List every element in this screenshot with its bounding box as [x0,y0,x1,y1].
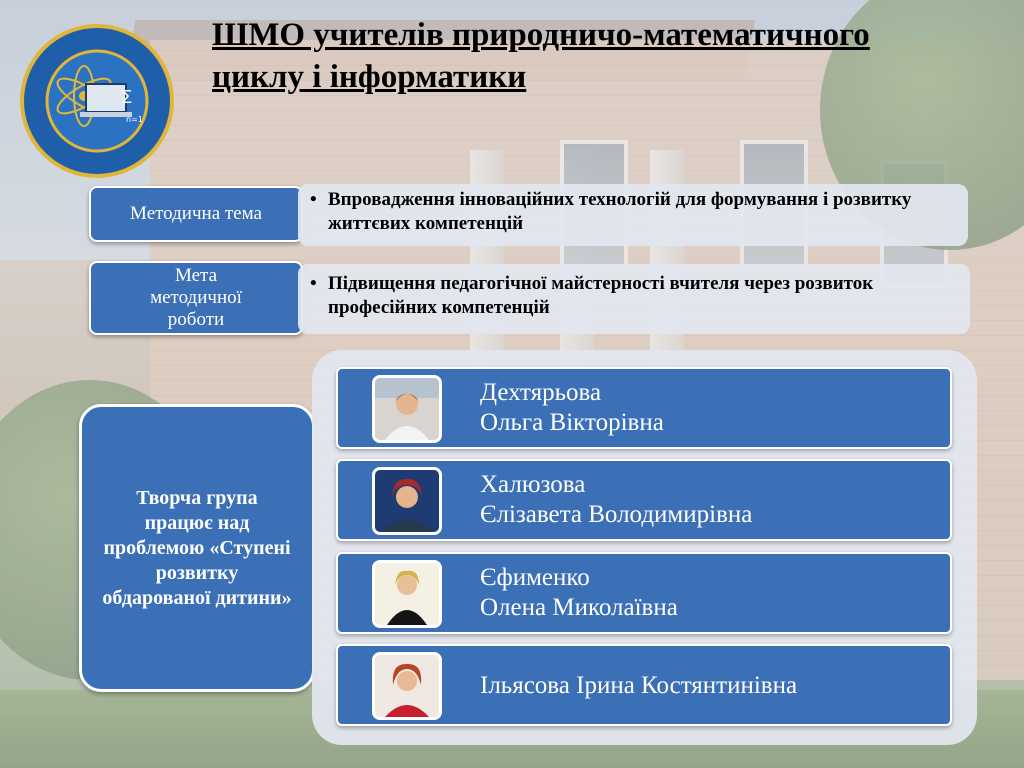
work-goal-text: Підвищення педагогічної майстерності вчителя через розвиток професійних компетенцій [328,273,874,318]
methodical-topic-label: Методична тема [89,186,303,242]
bullet-icon: • [310,273,317,294]
bullet-icon: • [310,189,317,210]
member-given-name: Ольга Вікторівна [480,409,664,436]
member-photo [372,467,442,535]
work-goal-label-line: методичної [150,287,242,308]
member-name [480,563,678,623]
member-name [480,671,797,701]
work-goal-label [89,261,303,335]
member-photo [372,560,442,628]
member-card [336,552,952,634]
member-card [336,367,952,449]
member-surname: Дехтярьова [480,379,602,406]
member-surname: Халюзова [480,471,586,498]
member-photo [372,652,442,720]
logo-formula: n=1 [126,115,143,124]
member-surname: Єфименко [480,564,590,591]
member-name [480,470,752,530]
work-goal-label-line: Мета [174,265,218,286]
member-full-name: Ільясова Ірина Костянтинівна [480,672,798,699]
svg-text:Σ: Σ [121,87,133,108]
creative-group-box [79,404,315,692]
member-card [336,644,952,726]
school-logo [20,24,174,178]
methodical-topic-text: Впровадження інноваційних технологій для формування і розвитку життєвих компетенцій [328,189,912,234]
member-card [336,459,952,541]
page-title: ШМО учителів природничо-математичного циклу і інформатики [212,17,870,95]
creative-group-text: Творча група працює над проблемою «Ступені розвитку обдарованої дитини» [102,486,292,609]
member-given-name: Олена Миколаївна [480,594,678,621]
member-given-name: Єлізавета Володимирівна [480,501,753,528]
work-goal-label-line: роботи [167,309,225,330]
member-photo [372,375,442,443]
methodical-topic-text-box [298,184,968,246]
member-name [480,378,664,438]
work-goal-text-box [298,264,970,334]
